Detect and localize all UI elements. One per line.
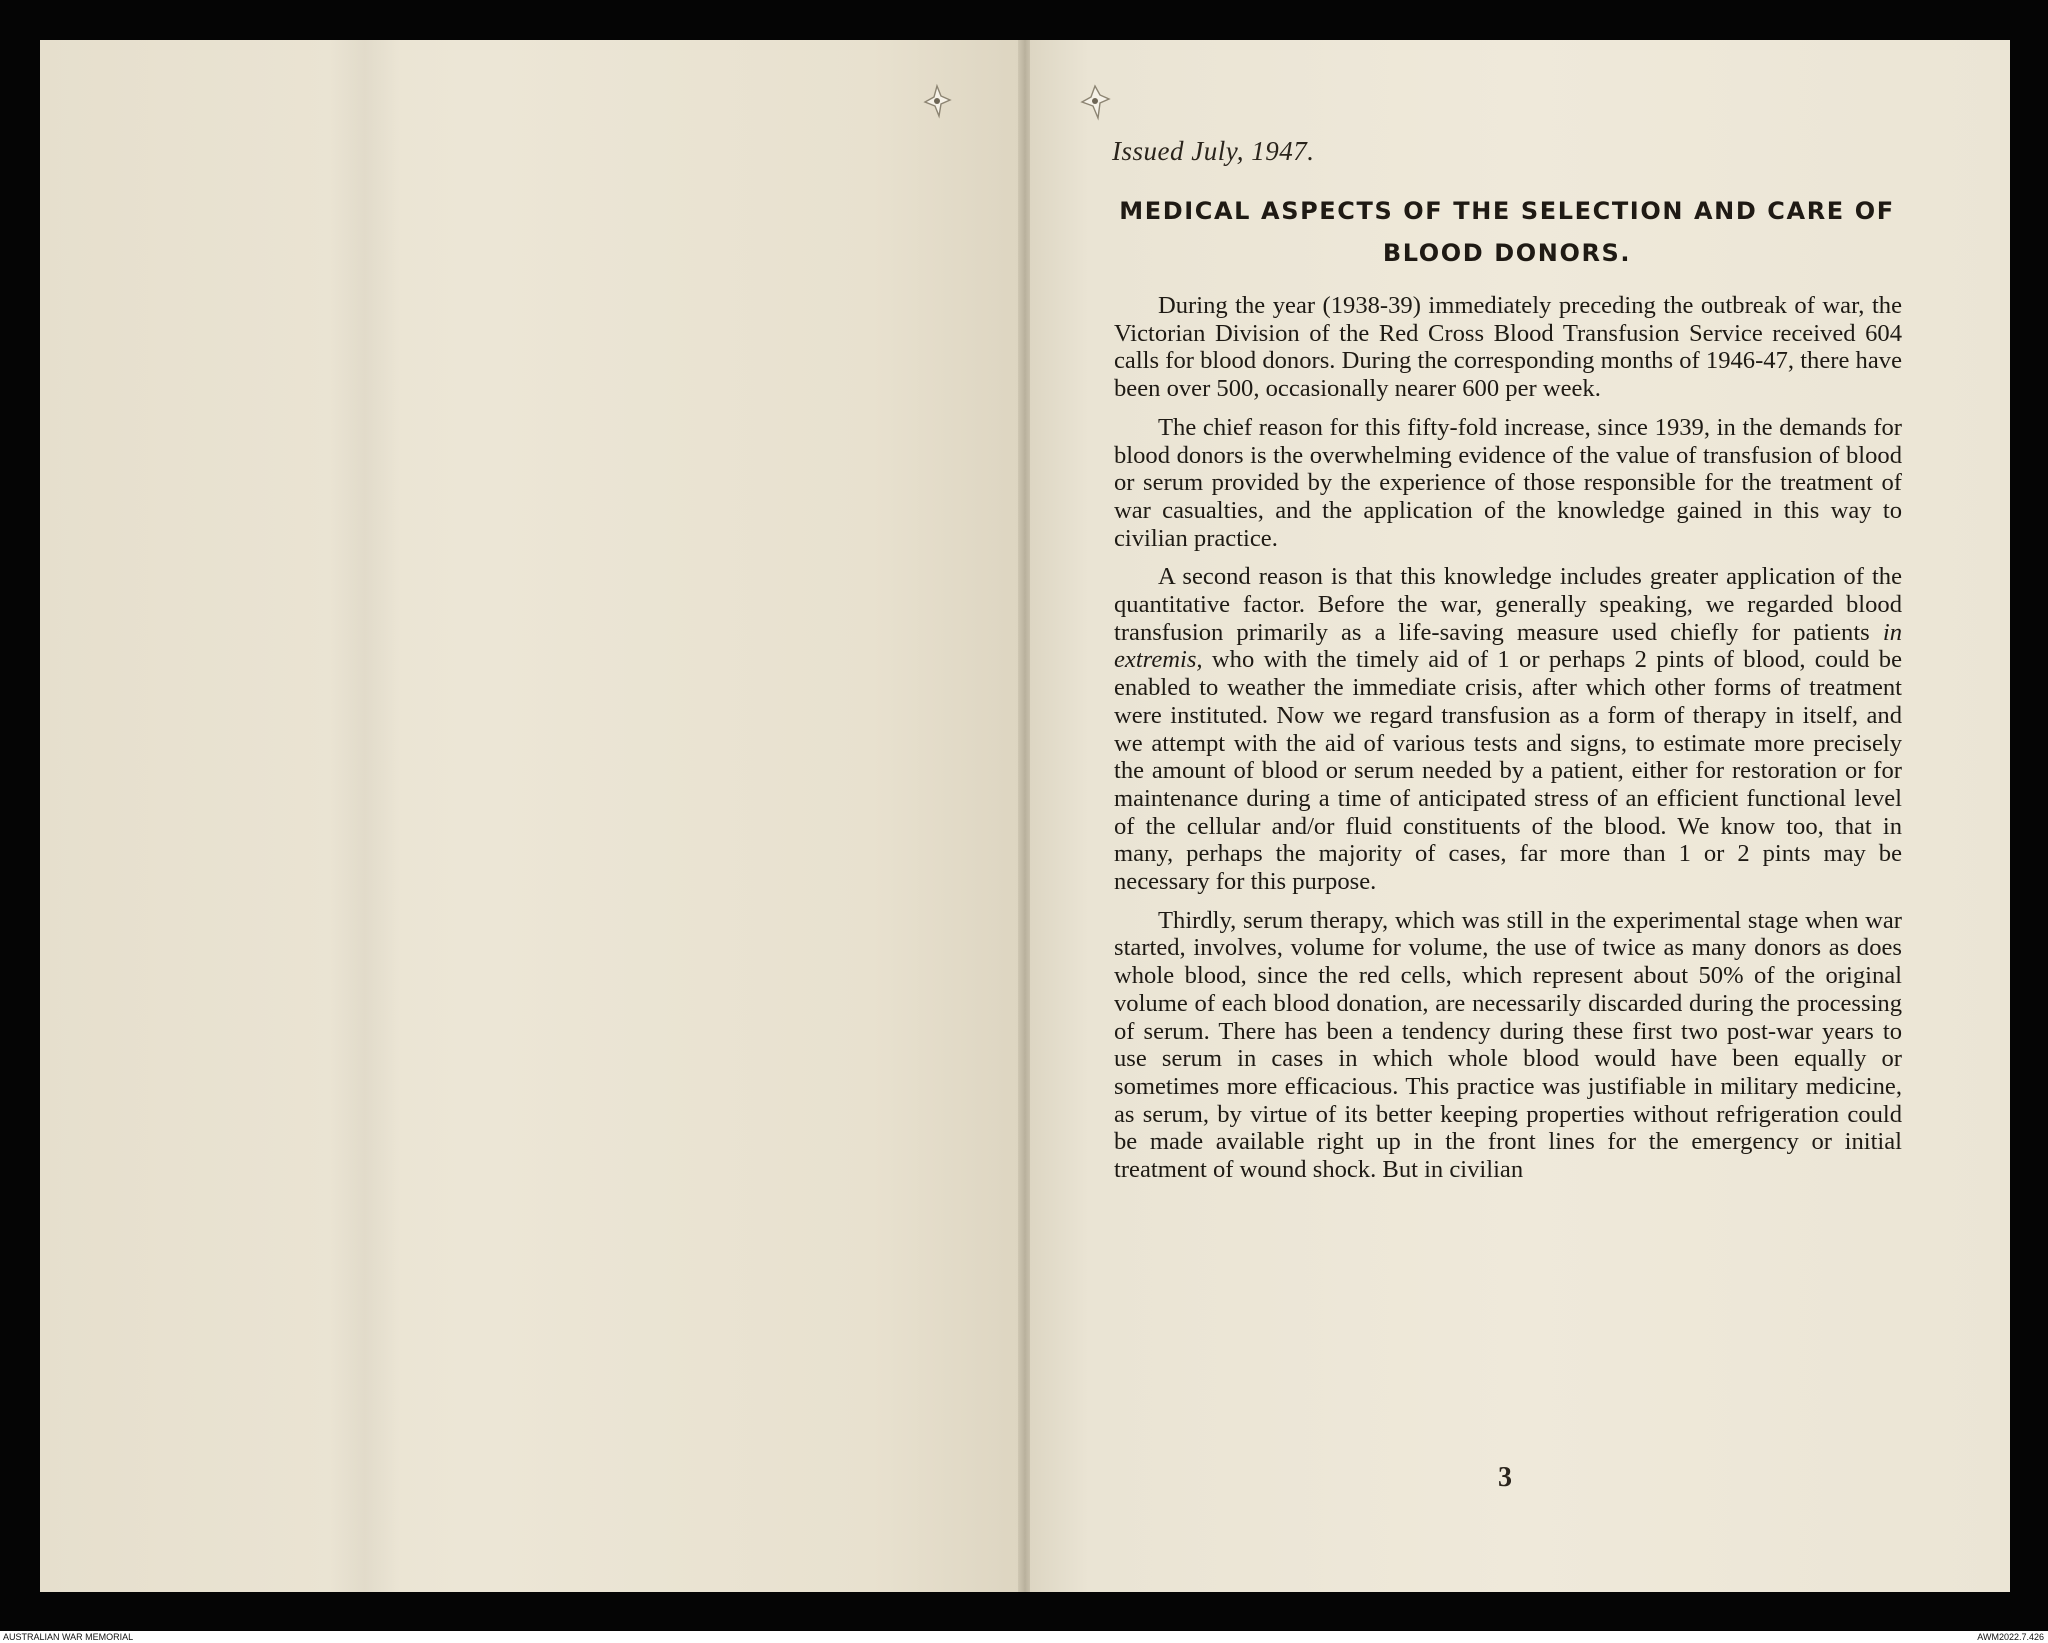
- staple-hole-icon: [920, 82, 954, 124]
- issue-date: Issued July, 1947.: [1112, 136, 1315, 166]
- accession-number: AWM2022.7.426: [1977, 1632, 2044, 1642]
- page-crease: [330, 40, 400, 1592]
- paragraph-text: A second reason is that this knowledge includes greater application of the quantitative factor. Before the war, generally speaking, we regarded blood transfusion primarily as a life-saving measure used chiefly for patients: [1114, 563, 1902, 646]
- paragraph: Thirdly, serum therapy, which was still in the experimental stage when war started, involves, volume for volume, the use of twice as many donors as does whole blood, since the red cells, which represent about 50% of the original volume of each blood donation, are necessarily discarded during the processing of serum. There has been a tendency during these first two post-war years to use serum in cases in which whole blood would have been equally or sometimes more efficacious. This practice was justifiable in military medicine, as serum, by virtue of its better keeping properties without refrigeration could be made available right up in the front lines for the emergency or initial treatment of wound shock. But in civilian: [1114, 906, 1902, 1184]
- paragraph-text: who with the timely aid of 1 or perhaps 2 pints of blood, could be enabled to weather the immediate crisis, after which other forms of treatment were instituted. Now we regard transfusion as a form of therapy in itself, and we attempt with the aid of various tests and signs, to estimate more precisely the amount of blood or serum needed by a patient, either for restoration or for maintenance during a time of anticipated stress of an efficient functional level of the cellular and/or fluid constituents of the blood. We know too, that in many, perhaps the majority of cases, far more than 1 or 2 pints may be necessary for this purpose.: [1114, 646, 1902, 896]
- paragraph: During the year (1938-39) immediately preceding the outbreak of war, the Victorian Division of the Red Cross Blood Transfusion Service received 604 calls for blood donors. During the corresponding months of 1946-47, there have been over 500, occasionally nearer 600 per week.: [1114, 292, 1902, 403]
- credit-strip: [0, 1631, 2048, 1643]
- body-text: [1114, 292, 1902, 1195]
- left-page-blank: [40, 40, 1020, 1592]
- paragraph: The chief reason for this fifty-fold increase, since 1939, in the demands for blood donors is the overwhelming evidence of the value of transfusion of blood or serum provided by the experience of those responsible for the treatment of war casualties, and the application of the knowledge gained in this way to civilian practice.: [1114, 413, 1902, 552]
- staple-hole-icon: [1078, 82, 1112, 124]
- paragraph: [1114, 563, 1902, 895]
- archive-credit: AUSTRALIAN WAR MEMORIAL: [3, 1632, 134, 1642]
- italic-phrase: in extremis,: [1114, 618, 1902, 674]
- page-number: 3: [1498, 1462, 1512, 1493]
- document-title: MEDICAL ASPECTS OF THE SELECTION AND CARE OF BLOOD DONORS.: [1119, 197, 1895, 267]
